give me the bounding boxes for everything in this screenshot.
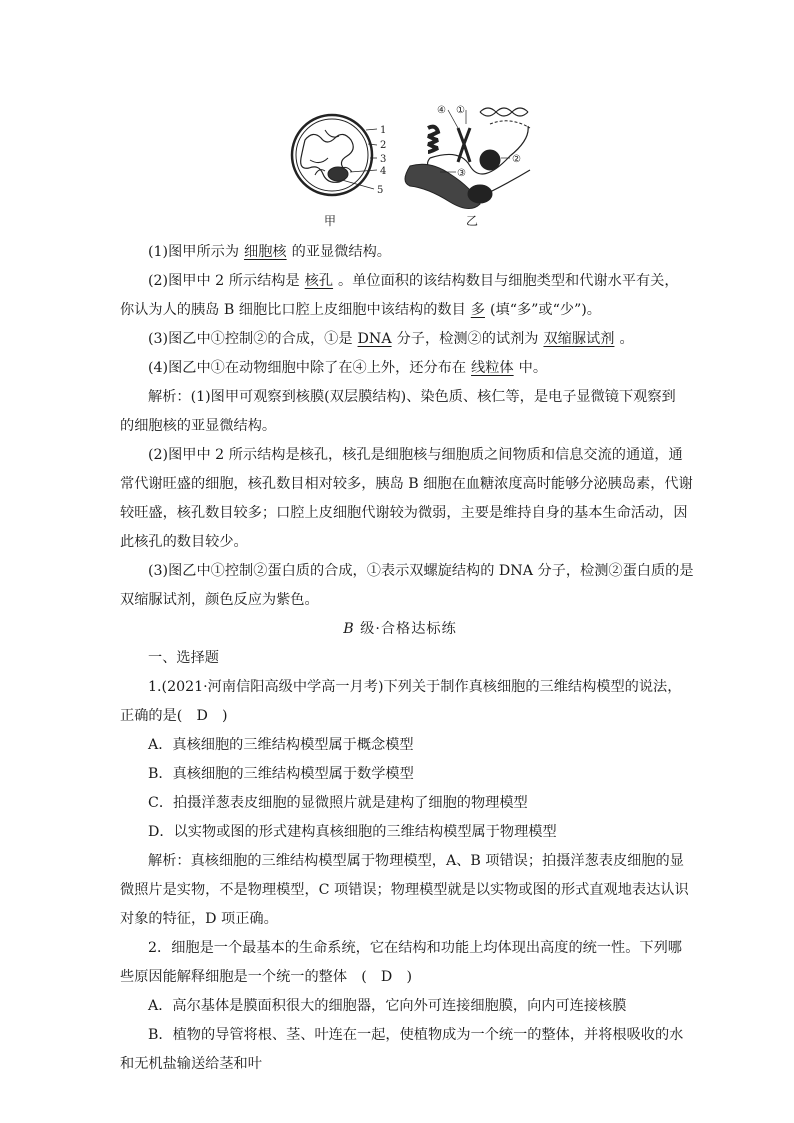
part-4-text: (4)图乙中①在动物细胞中除了在④上外，还分布在 [148, 360, 467, 376]
figure-label-jia: 甲 [324, 214, 337, 228]
jia-num-5: 5 [377, 185, 384, 196]
q1-stem: 1.(2021·河南信阳高级中学高一月考)下列关于制作真核细胞的三维结构模型的说法， [148, 679, 682, 695]
question-part-2b [120, 296, 680, 325]
q1-analysis: 解析：真核细胞的三维结构模型属于物理模型，A、B 项错误；拍摄洋葱表皮细胞的显 [148, 853, 684, 869]
section-title-text: 级·合格达标练 [354, 621, 457, 637]
figure-label-yi: 乙 [466, 214, 479, 228]
jia-num-4: 4 [380, 166, 387, 177]
yi-mark-3: ③ [457, 168, 466, 179]
analysis-line: 此核孔的数目较少。 [120, 534, 248, 550]
answer-blank-2: 核孔 [304, 273, 334, 289]
part-3-text: (3)图乙中①控制②的合成，①是 [148, 331, 353, 347]
nucleus-illustration [292, 115, 377, 195]
part-2b-tail: (填“多”或“少”)。 [489, 302, 601, 318]
jia-num-2: 2 [380, 140, 387, 151]
analysis-line: 双缩脲试剂，颜色反应为紫色。 [120, 592, 319, 608]
yi-mark-4: ④ [437, 105, 446, 116]
part-2-text: (2)图甲中 2 所示结构是 [148, 273, 300, 289]
q1-option-c: C．拍摄洋葱表皮细胞的显微照片就是建构了细胞的物理模型 [148, 795, 528, 811]
part-2b-text: 你认为人的胰岛 B 细胞比口腔上皮细胞中该结构的数目 [120, 302, 466, 318]
part-2-tail: 。单位面积的该结构数目与细胞类型和代谢水平有关， [338, 273, 679, 289]
yi-mark-2: ② [512, 154, 521, 165]
answer-blank-3b: 双缩脲试剂 [543, 331, 615, 347]
subsection-title: 一、选择题 [148, 650, 219, 666]
question-part-1 [120, 238, 680, 267]
page-content [120, 238, 694, 1079]
analysis-line: 的细胞核的亚显微结构。 [120, 418, 277, 434]
q1-option-b: B．真核细胞的三维结构模型属于数学模型 [148, 766, 414, 782]
section-title [120, 615, 680, 644]
jia-num-1: 1 [380, 125, 387, 136]
figure [280, 100, 540, 228]
answer-blank-3a: DNA [357, 331, 392, 347]
answer-blank-4: 线粒体 [471, 360, 514, 376]
q1-stem: 正确的是( D ) [120, 708, 228, 724]
part-1-tail: 的亚显微结构。 [291, 244, 391, 260]
q2-option-a: A．高尔基体是膜面积很大的细胞器，它向外可连接细胞膜，向内可连接核膜 [148, 998, 627, 1014]
figure-drawing [280, 100, 540, 228]
analysis-line: 常代谢旺盛的细胞，核孔数目相对较多，胰岛 B 细胞在血糖浓度高时能够分泌胰岛素，代谢 [120, 476, 693, 492]
part-3-tail: 。 [619, 331, 634, 347]
question-part-4 [120, 354, 680, 383]
part-3-mid: 分子，检测②的试剂为 [396, 331, 539, 347]
q1-analysis: 对象的特征，D 项正确。 [120, 911, 278, 927]
analysis-line: 较旺盛，核孔数目较多；口腔上皮细胞代谢较为微弱，主要是维持自身的基本生命活动，因 [120, 505, 688, 521]
q1-option-d: D．以实物或图的形式建构真核细胞的三维结构模型属于物理模型 [148, 824, 557, 840]
answer-blank-2b: 多 [470, 302, 485, 318]
q2-stem: 些原因能解释细胞是一个统一的整体 ( D ) [120, 969, 413, 985]
section-letter: B [343, 621, 355, 637]
question-part-2 [120, 267, 680, 296]
q2-option-b-cont: 和无机盐输送给茎和叶 [120, 1056, 262, 1072]
q2-stem: 2．细胞是一个最基本的生命系统，它在结构和功能上均体现出高度的统一性。下列哪 [148, 940, 682, 956]
analysis-line: (3)图乙中①控制②蛋白质的合成，①表示双螺旋结构的 DNA 分子，检测②蛋白质的是 [148, 563, 694, 579]
q2-option-b: B．植物的导管将根、茎、叶连在一起，使植物成为一个统一的整体，并将根吸收的水 [148, 1027, 684, 1043]
analysis-line: 解析：(1)图甲可观察到核膜(双层膜结构)、染色质、核仁等，是电子显微镜下观察到 [148, 389, 676, 405]
answer-blank-1: 细胞核 [244, 244, 287, 260]
question-part-3 [120, 325, 680, 354]
q1-analysis: 微照片是实物，不是物理模型，C 项错误；物理模型就是以实物或图的形式直观地表达认识 [120, 882, 689, 898]
yi-mark-1: ① [456, 105, 465, 116]
analysis-line: (2)图甲中 2 所示结构是核孔，核孔是细胞核与细胞质之间物质和信息交流的通道，通 [148, 447, 683, 463]
q1-option-a: A．真核细胞的三维结构模型属于概念模型 [148, 737, 414, 753]
jia-num-3: 3 [380, 154, 387, 165]
part-1-text: (1)图甲所示为 [148, 244, 240, 260]
part-4-tail: 中。 [518, 360, 548, 376]
